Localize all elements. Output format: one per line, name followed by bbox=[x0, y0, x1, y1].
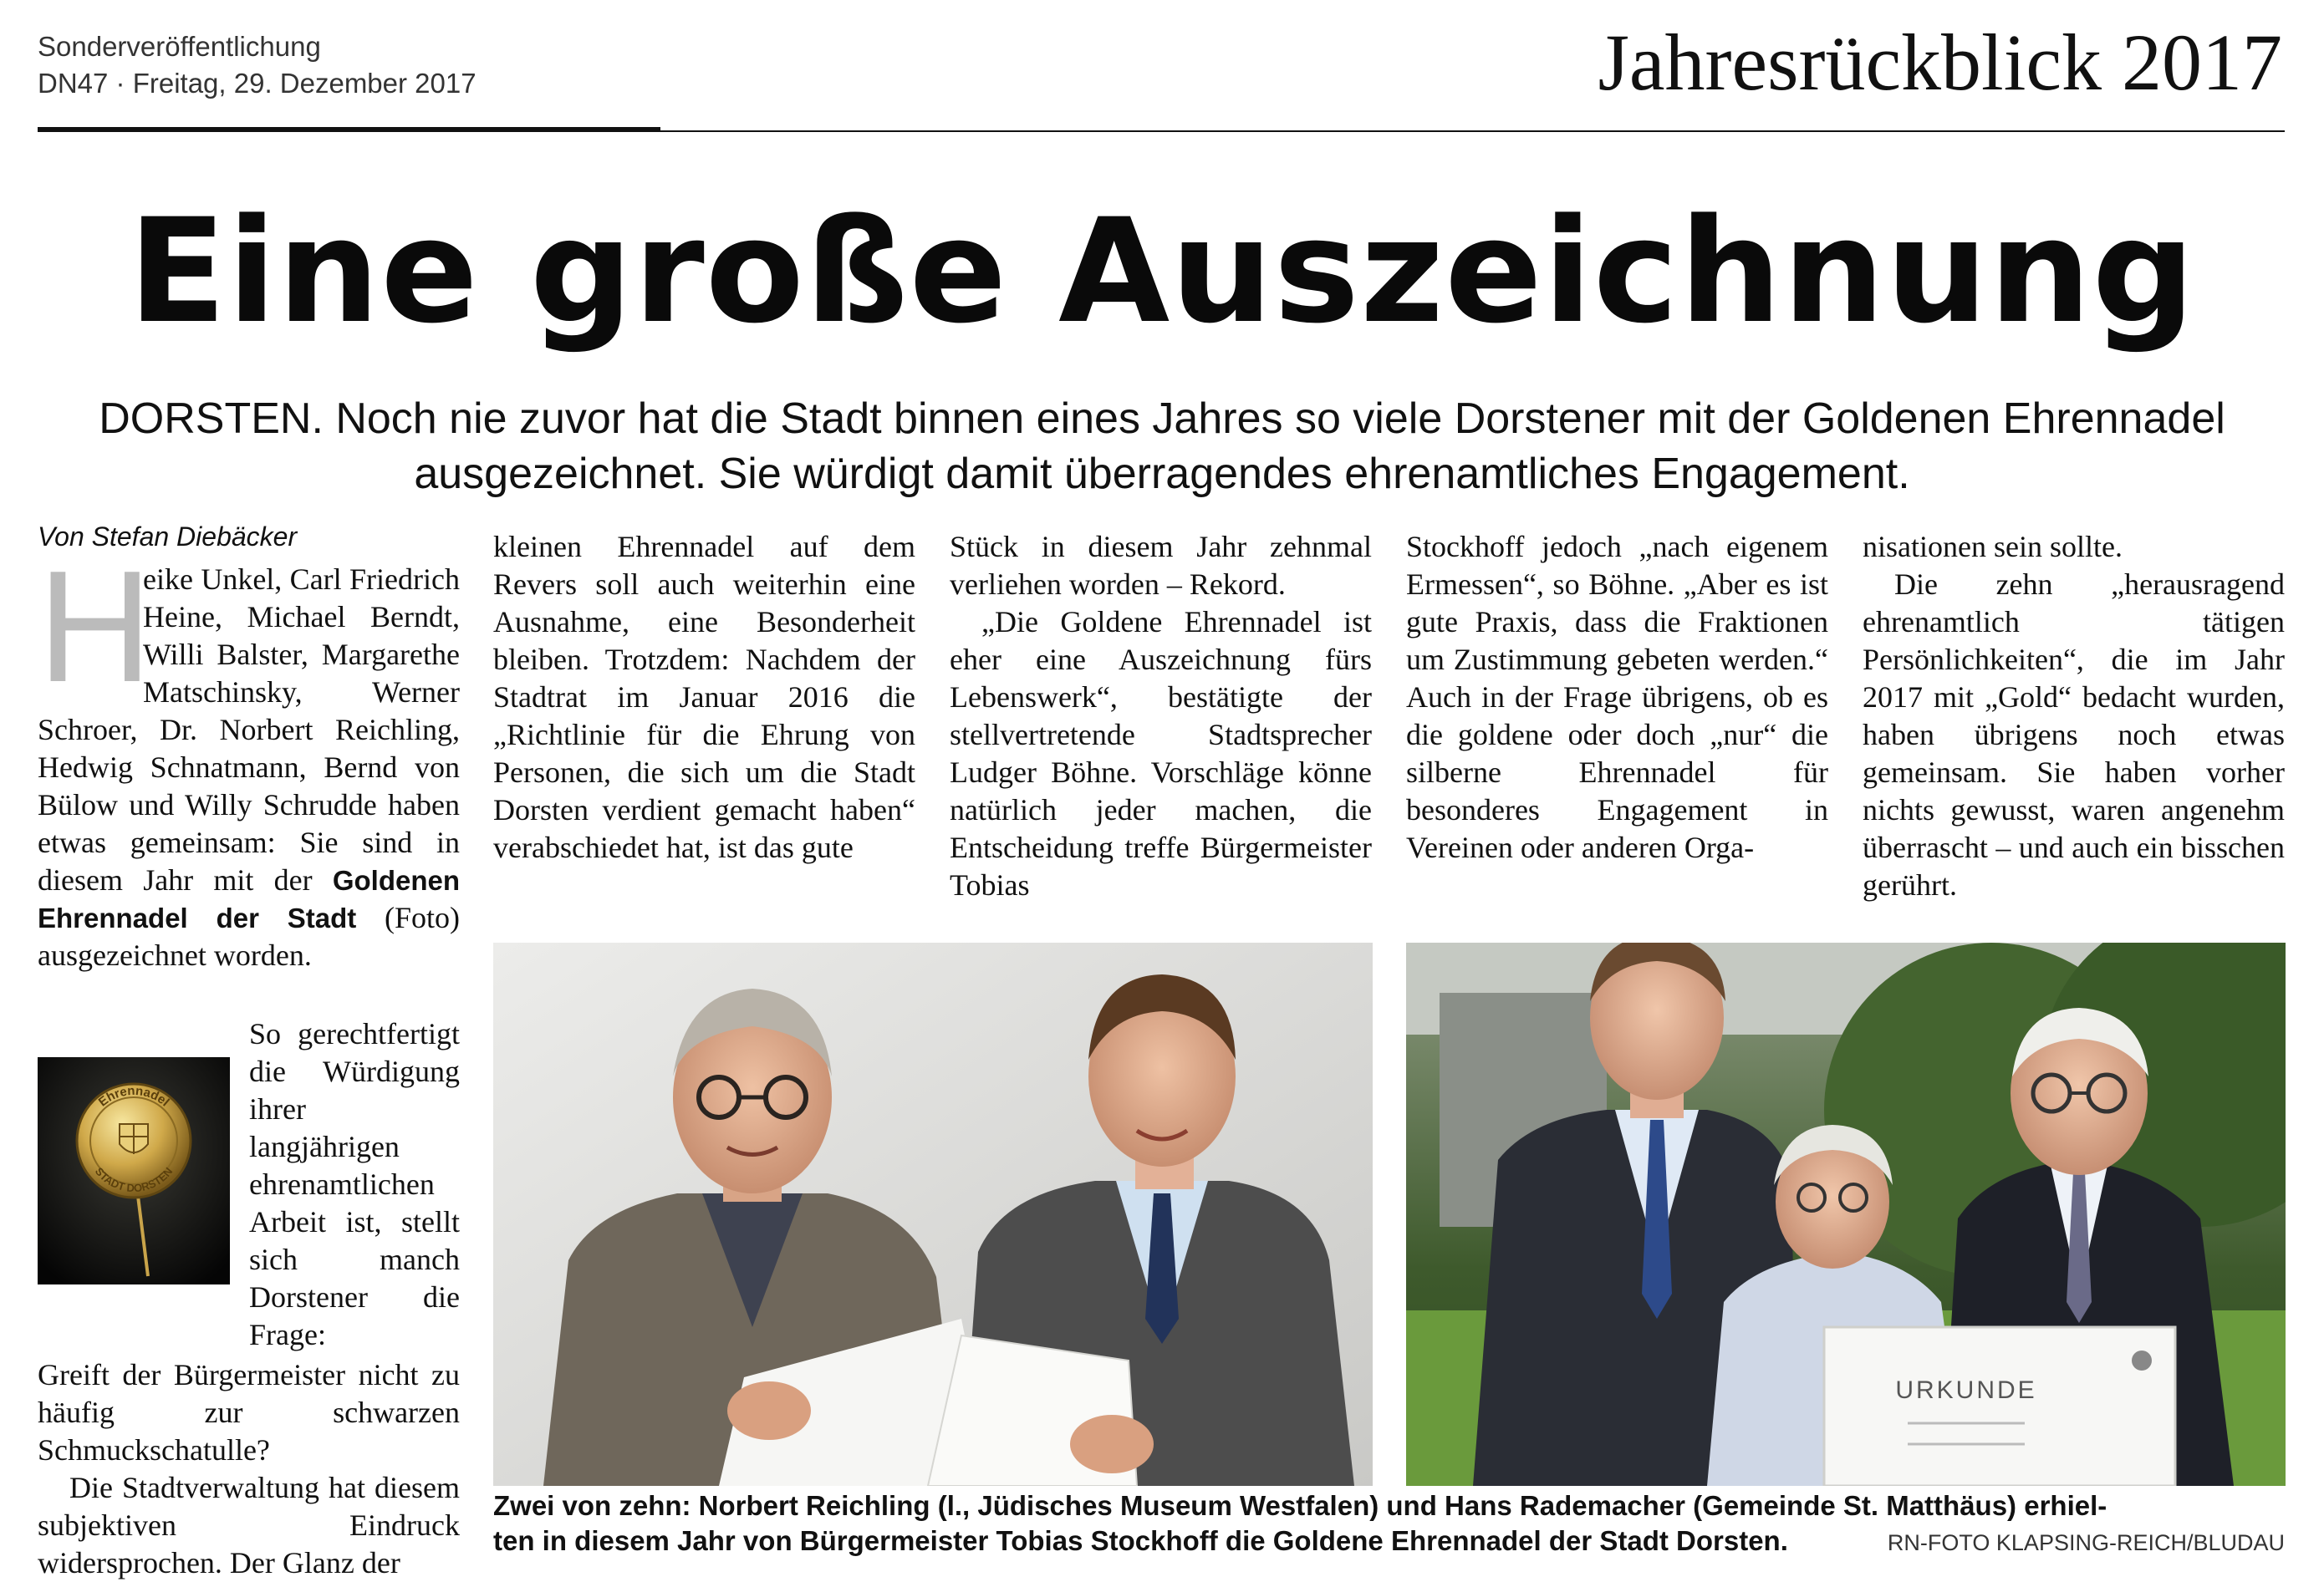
section-title: Jahresrückblick 2017 bbox=[1598, 18, 2282, 107]
certificate-label: URKUNDE bbox=[1895, 1376, 2037, 1404]
dropcap: H bbox=[38, 538, 153, 715]
photo-credit: RN-FOTO KLAPSING-REICH/BLUDAU bbox=[1887, 1530, 2285, 1555]
pin-photo-image bbox=[38, 1057, 230, 1284]
photo-reichling-image bbox=[493, 943, 1373, 1486]
col4-paragraph: Stockhoff jedoch „nach eigenem Ermessen“, so Böhne. „Aber es ist gute Praxis, dass die Fraktionen um Zustimmung gebeten werden.“ Auch in der Frage übrigens, ob es die goldene oder doch „nur“ die silberne Ehrennadel für besonderes Engagement in Vereinen oder anderen Orga- bbox=[1406, 530, 1828, 864]
col1-narrow-text: So gerechtfertigt die Würdigung ihrer langjährigen ehrenamtlichen Arbeit ist, stellt sich manch Dorstener die Frage: bbox=[249, 1017, 460, 1351]
pin-photo bbox=[38, 1057, 230, 1284]
photo-reichling bbox=[493, 943, 1373, 1486]
issue-date: DN47 · Freitag, 29. Dezember 2017 bbox=[38, 68, 477, 99]
col1-paragraph-1 bbox=[38, 538, 461, 974]
col1-text: eike Unkel, Carl Friedrich Heine, Michael Berndt, Willi Balster, Margarethe Matschinsky, Werner Schroer, Dr. Norbert Reichling, Hedwig Schnatmann, Bernd von Bülow und Willy Schrudde haben etwas gemeinsam: Sie sind in diesem Jahr mit der bbox=[38, 562, 460, 897]
header-rule-thick bbox=[38, 127, 660, 132]
column-1 bbox=[38, 518, 460, 974]
column-5 bbox=[1863, 528, 2285, 904]
pin-text-bottom: STADT DORSTEN bbox=[92, 1165, 176, 1195]
lead-line-1: DORSTEN. Noch nie zuvor hat die Stadt binnen eines Jahres so viele Dorstener mit der Goldenen Ehrennadel bbox=[99, 394, 2225, 443]
caption-line-1: Zwei von zehn: Norbert Reichling (l., Jüdisches Museum Westfalen) und Hans Rademacher (Gemeinde St. Matthäus) erhiel- bbox=[493, 1490, 2107, 1521]
col5-paragraph-1: nisationen sein sollte. bbox=[1863, 530, 2123, 563]
col1-paragraph-2: Greift der Bürgermeister nicht zu häufig zur schwarzen Schmuckschatulle? bbox=[38, 1358, 460, 1467]
photo-rademacher-image bbox=[1406, 943, 2286, 1486]
byline: Von Stefan Diebäcker bbox=[38, 521, 298, 552]
col2-paragraph: kleinen Ehrennadel auf dem Revers soll auch weiterhin eine Ausnahme, eine Besonderheit bleiben. Trotzdem: Nachdem der Stadtrat im Januar 2016 die „Richtlinie für die Ehrung von Personen, die sich um die Stadt Dorsten verdient gemacht haben“ verabschiedet hat, ist das gute bbox=[493, 530, 915, 864]
supplement-label: Sonderveröffentlichung bbox=[38, 31, 321, 62]
col5-paragraph-2: Die zehn „herausragend ehrenamtlich tätigen Persönlichkeiten“, die im Jahr 2017 mit „Gold“ bedacht wurden, haben übrigens noch etwas gemeinsam. Sie haben vorher nichts gewusst, waren angenehm überrascht – und auch ein bisschen gerührt. bbox=[1863, 567, 2285, 902]
pin-text-top: Ehrennadel bbox=[95, 1083, 172, 1110]
lead-line-2: ausgezeichnet. Sie würdigt damit überragendes ehrenamtliches Engagement. bbox=[414, 450, 1910, 498]
col1-bold-text: Goldenen Ehrennadel der Stadt bbox=[38, 865, 461, 933]
column-3 bbox=[950, 528, 1372, 904]
headline: Eine große Auszeichnung bbox=[128, 187, 2196, 355]
col1-paragraph-3: Die Stadtverwaltung hat diesem subjektiven Eindruck widersprochen. Der Glanz der bbox=[38, 1471, 460, 1579]
lead-text bbox=[67, 391, 2257, 501]
column-2 bbox=[493, 528, 915, 867]
caption-line-2: ten in diesem Jahr von Bürgermeister Tobias Stockhoff die Goldene Ehrennadel der Stadt Dorsten. bbox=[493, 1525, 1788, 1556]
col3-paragraph-2: „Die Goldene Ehrennadel ist eher eine Auszeichnung fürs Lebenswerk“, bestätigte der stellvertretende Stadtsprecher Ludger Böhne. Vorschläge könne natürlich jeder machen, die Entscheidung treffe Bürgermeister Tobias bbox=[950, 605, 1372, 902]
photo-rademacher bbox=[1406, 943, 2286, 1486]
col1-text-end: (Foto) ausgezeichnet worden. bbox=[38, 901, 461, 972]
col3-paragraph-1: Stück in diesem Jahr zehnmal verliehen worden – Rekord. bbox=[950, 530, 1372, 601]
column-1-bottom bbox=[38, 1356, 460, 1582]
column-4 bbox=[1406, 528, 1828, 867]
